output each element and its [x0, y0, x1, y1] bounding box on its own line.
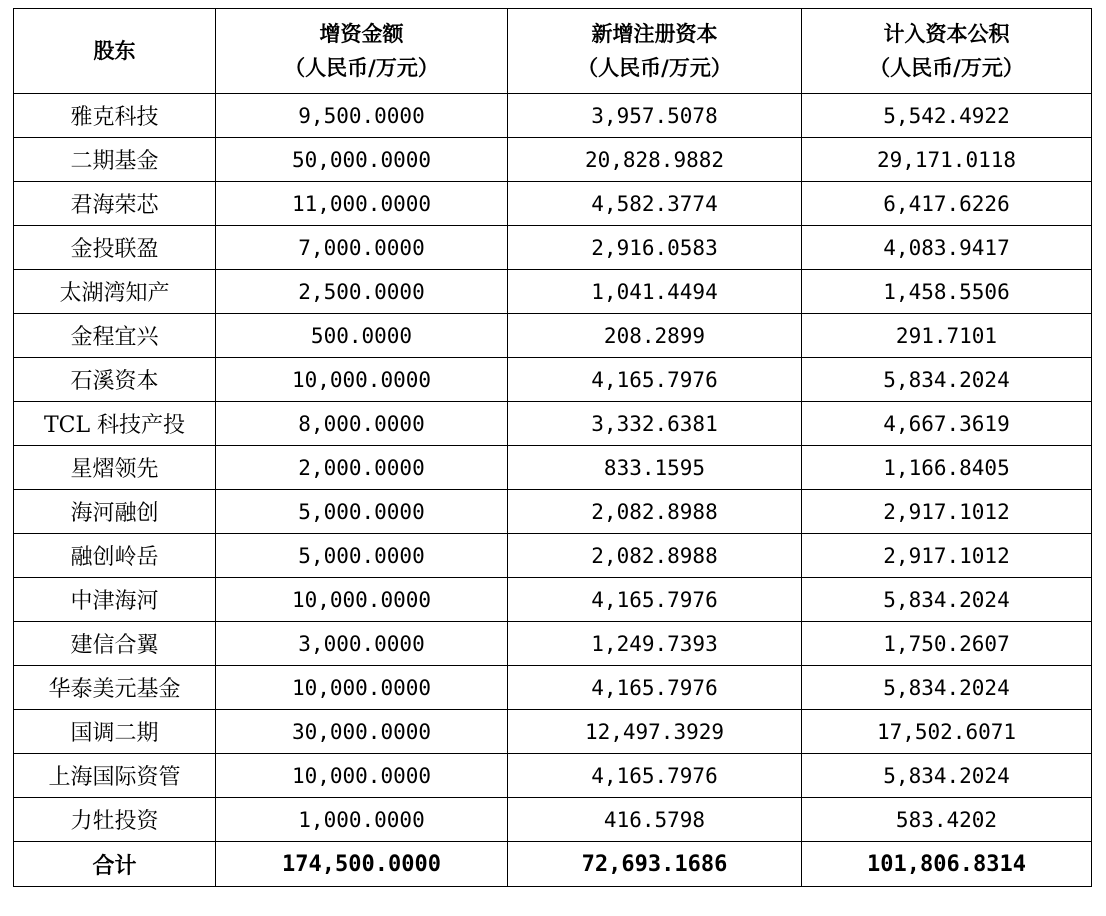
capital-reserve-cell: 4,667.3619: [802, 402, 1092, 446]
header-capital-reserve: [802, 9, 1092, 94]
capital-increase-cell: 1,000.0000: [216, 798, 508, 842]
new-registered-capital-cell: 416.5798: [508, 798, 802, 842]
shareholder-cell: 国调二期: [14, 710, 216, 754]
capital-increase-cell: 10,000.0000: [216, 754, 508, 798]
capital-increase-cell: 30,000.0000: [216, 710, 508, 754]
shareholder-cell: 金投联盈: [14, 226, 216, 270]
shareholder-cell: 君海荣芯: [14, 182, 216, 226]
capital-reserve-cell: 5,834.2024: [802, 754, 1092, 798]
capital-reserve-cell: 4,083.9417: [802, 226, 1092, 270]
capital-increase-cell: 50,000.0000: [216, 138, 508, 182]
capital-reserve-cell: 291.7101: [802, 314, 1092, 358]
new-registered-capital-cell: 4,582.3774: [508, 182, 802, 226]
header-capital-reserve-unit: （人民币/万元）: [869, 55, 1024, 80]
shareholder-cell: 雅克科技: [14, 94, 216, 138]
new-registered-capital-cell: 1,041.4494: [508, 270, 802, 314]
table-header-row: [14, 9, 1092, 94]
capital-reserve-cell: 29,171.0118: [802, 138, 1092, 182]
shareholder-cell: 建信合翼: [14, 622, 216, 666]
capital-increase-cell: 3,000.0000: [216, 622, 508, 666]
capital-reserve-cell: 6,417.6226: [802, 182, 1092, 226]
new-registered-capital-cell: 2,916.0583: [508, 226, 802, 270]
table-row: [14, 710, 1092, 754]
table-row: [14, 402, 1092, 446]
header-shareholder: [14, 9, 216, 94]
capital-reserve-cell: 583.4202: [802, 798, 1092, 842]
new-registered-capital-cell: 4,165.7976: [508, 578, 802, 622]
capital-reserve-cell: 5,542.4922: [802, 94, 1092, 138]
new-registered-capital-cell: 4,165.7976: [508, 358, 802, 402]
shareholder-cell: 融创岭岳: [14, 534, 216, 578]
header-capital-increase-unit: （人民币/万元）: [284, 55, 439, 80]
header-new-registered-capital: [508, 9, 802, 94]
table-row: [14, 182, 1092, 226]
capital-increase-cell: 10,000.0000: [216, 358, 508, 402]
total-new-registered-capital-cell: 72,693.1686: [508, 842, 802, 887]
capital-increase-cell: 5,000.0000: [216, 490, 508, 534]
shareholder-cell: 金程宜兴: [14, 314, 216, 358]
capital-increase-cell: 2,500.0000: [216, 270, 508, 314]
table-row: [14, 358, 1092, 402]
table-row: [14, 490, 1092, 534]
table-row: [14, 314, 1092, 358]
capital-increase-cell: 11,000.0000: [216, 182, 508, 226]
shareholder-cell: 中津海河: [14, 578, 216, 622]
shareholder-cell: TCL 科技产投: [14, 402, 216, 446]
new-registered-capital-cell: 12,497.3929: [508, 710, 802, 754]
capital-reserve-cell: 1,750.2607: [802, 622, 1092, 666]
table-row: [14, 666, 1092, 710]
new-registered-capital-cell: 833.1595: [508, 446, 802, 490]
new-registered-capital-cell: 20,828.9882: [508, 138, 802, 182]
capital-reserve-cell: 5,834.2024: [802, 578, 1092, 622]
capital-increase-table-wrapper: [13, 8, 1092, 887]
shareholder-cell: 石溪资本: [14, 358, 216, 402]
table-row: [14, 534, 1092, 578]
total-capital-increase-cell: 174,500.0000: [216, 842, 508, 887]
shareholder-cell: 海河融创: [14, 490, 216, 534]
capital-reserve-cell: 1,166.8405: [802, 446, 1092, 490]
total-capital-reserve-cell: 101,806.8314: [802, 842, 1092, 887]
shareholder-cell: 上海国际资管: [14, 754, 216, 798]
capital-increase-cell: 8,000.0000: [216, 402, 508, 446]
table-row: [14, 798, 1092, 842]
table-row: [14, 226, 1092, 270]
shareholder-cell: 华泰美元基金: [14, 666, 216, 710]
table-total-row: [14, 842, 1092, 887]
capital-reserve-cell: 2,917.1012: [802, 490, 1092, 534]
cropped-text-fragment: [0, 907, 1106, 916]
capital-increase-cell: 5,000.0000: [216, 534, 508, 578]
new-registered-capital-cell: 2,082.8988: [508, 490, 802, 534]
table-row: [14, 138, 1092, 182]
table-row: [14, 270, 1092, 314]
capital-increase-cell: 9,500.0000: [216, 94, 508, 138]
header-capital-increase-title: 增资金额: [319, 21, 404, 46]
new-registered-capital-cell: 4,165.7976: [508, 666, 802, 710]
shareholder-cell: 力牡投资: [14, 798, 216, 842]
capital-increase-cell: 500.0000: [216, 314, 508, 358]
capital-increase-cell: 10,000.0000: [216, 578, 508, 622]
header-new-registered-capital-title: 新增注册资本: [591, 21, 718, 46]
shareholder-cell: 星熠领先: [14, 446, 216, 490]
table-row: [14, 578, 1092, 622]
capital-increase-table: [13, 8, 1092, 887]
table-row: [14, 446, 1092, 490]
capital-increase-cell: 10,000.0000: [216, 666, 508, 710]
new-registered-capital-cell: 1,249.7393: [508, 622, 802, 666]
new-registered-capital-cell: 4,165.7976: [508, 754, 802, 798]
new-registered-capital-cell: 2,082.8988: [508, 534, 802, 578]
header-shareholder-label: 股东: [93, 38, 136, 63]
new-registered-capital-cell: 208.2899: [508, 314, 802, 358]
total-label-cell: 合计: [14, 842, 216, 887]
new-registered-capital-cell: 3,957.5078: [508, 94, 802, 138]
capital-reserve-cell: 17,502.6071: [802, 710, 1092, 754]
header-capital-reserve-title: 计入资本公积: [883, 21, 1010, 46]
capital-increase-cell: 7,000.0000: [216, 226, 508, 270]
capital-reserve-cell: 5,834.2024: [802, 358, 1092, 402]
capital-reserve-cell: 2,917.1012: [802, 534, 1092, 578]
shareholder-cell: 二期基金: [14, 138, 216, 182]
table-row: [14, 622, 1092, 666]
table-row: [14, 94, 1092, 138]
header-capital-increase: [216, 9, 508, 94]
capital-reserve-cell: 1,458.5506: [802, 270, 1092, 314]
shareholder-cell: 太湖湾知产: [14, 270, 216, 314]
capital-increase-cell: 2,000.0000: [216, 446, 508, 490]
table-row: [14, 754, 1092, 798]
new-registered-capital-cell: 3,332.6381: [508, 402, 802, 446]
capital-reserve-cell: 5,834.2024: [802, 666, 1092, 710]
header-new-registered-capital-unit: （人民币/万元）: [577, 55, 732, 80]
